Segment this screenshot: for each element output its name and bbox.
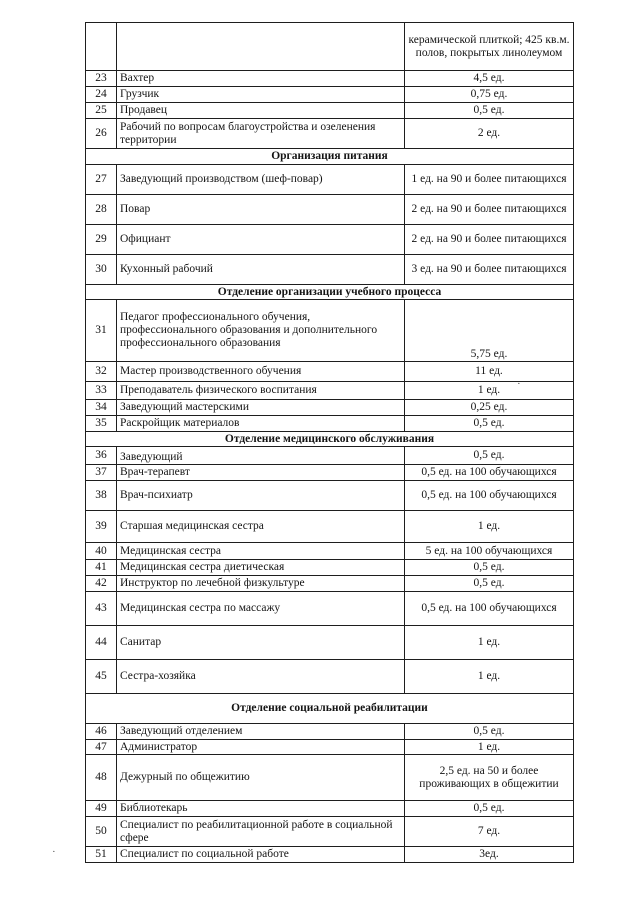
row-quantity: 5 ед. на 100 обучающихся: [405, 543, 574, 560]
row-number: 32: [86, 362, 117, 382]
table-row: [86, 362, 574, 382]
row-quantity: 0,5 ед.: [405, 560, 574, 576]
row-role: Дежурный по общежитию: [117, 755, 405, 801]
section-header-row: [86, 694, 574, 724]
row-role: Продавец: [117, 103, 405, 119]
row-role: Педагог профессионального обучения, профессионального образования и дополнительного профессионального образования: [117, 300, 405, 362]
table-row: [86, 71, 574, 87]
table-row: [86, 740, 574, 755]
table-row: [86, 165, 574, 195]
table-row: [86, 255, 574, 285]
row-role: Инструктор по лечебной физкультуре: [117, 576, 405, 592]
row-role: Библиотекарь: [117, 801, 405, 817]
row-number: 48: [86, 755, 117, 801]
row-number: 28: [86, 195, 117, 225]
row-role: Врач-психиатр: [117, 481, 405, 511]
table-row: [86, 400, 574, 416]
table-row: [86, 724, 574, 740]
section-title: Организация питания: [86, 149, 574, 165]
row-quantity: 1 ед. на 90 и более питающихся: [405, 165, 574, 195]
row-number: 46: [86, 724, 117, 740]
section-title: Отделение медицинского обслуживания: [86, 432, 574, 447]
row-role: Повар: [117, 195, 405, 225]
row-number: 36: [86, 447, 117, 465]
table-row: [86, 119, 574, 149]
table-row: [86, 481, 574, 511]
row-number: 23: [86, 71, 117, 87]
row-number: 35: [86, 416, 117, 432]
row-role: Врач-терапевт: [117, 465, 405, 481]
row-quantity: 0,5 ед. на 100 обучающихся: [405, 481, 574, 511]
row-quantity: 5,75 ед.: [405, 300, 574, 362]
row-number: 40: [86, 543, 117, 560]
row-role: Администратор: [117, 740, 405, 755]
table-row: [86, 592, 574, 626]
row-role: Раскройщик материалов: [117, 416, 405, 432]
table-row: [86, 195, 574, 225]
row-quantity: 4,5 ед.: [405, 71, 574, 87]
row-number: 34: [86, 400, 117, 416]
staffing-table: [85, 22, 574, 863]
table-row: [86, 755, 574, 801]
row-role: Вахтер: [117, 71, 405, 87]
row-quantity: 2,5 ед. на 50 и более проживающих в общежитии: [405, 755, 574, 801]
section-header-row: [86, 285, 574, 300]
scan-speck: ·: [517, 378, 521, 390]
section-header-row: [86, 432, 574, 447]
row-role: Кухонный рабочий: [117, 255, 405, 285]
row-role: Мастер производственного обучения: [117, 362, 405, 382]
row-number: 29: [86, 225, 117, 255]
row-number: 39: [86, 511, 117, 543]
table-row-continued: [86, 23, 574, 71]
row-quantity: 0,5 ед.: [405, 447, 574, 465]
row-number: 51: [86, 847, 117, 863]
row-quantity: 1 ед.: [405, 382, 574, 400]
row-number: 38: [86, 481, 117, 511]
table-row: [86, 447, 574, 465]
row-quantity: 0,25 ед.: [405, 400, 574, 416]
row-number: 47: [86, 740, 117, 755]
section-header-row: [86, 149, 574, 165]
row-quantity: 0,5 ед.: [405, 801, 574, 817]
row-number: 27: [86, 165, 117, 195]
row-role: Старшая медицинская сестра: [117, 511, 405, 543]
row-quantity: 3 ед. на 90 и более питающихся: [405, 255, 574, 285]
row-quantity: 2 ед. на 90 и более питающихся: [405, 195, 574, 225]
row-number: 50: [86, 817, 117, 847]
row-quantity: 0,5 ед. на 100 обучающихся: [405, 592, 574, 626]
row-number: 49: [86, 801, 117, 817]
table-row: [86, 511, 574, 543]
row-quantity: керамической плиткой; 425 кв.м. полов, покрытых линолеумом: [405, 23, 574, 71]
row-quantity: 7 ед.: [405, 817, 574, 847]
row-role: [117, 23, 405, 71]
row-number: 45: [86, 660, 117, 694]
row-role: Специалист по социальной работе: [117, 847, 405, 863]
table-row: [86, 103, 574, 119]
row-number: 43: [86, 592, 117, 626]
row-number: 26: [86, 119, 117, 149]
table-row: [86, 817, 574, 847]
row-number: 30: [86, 255, 117, 285]
row-quantity: 0,5 ед. на 100 обучающихся: [405, 465, 574, 481]
row-number: 42: [86, 576, 117, 592]
row-role: Медицинская сестра: [117, 543, 405, 560]
table-row: [86, 626, 574, 660]
table-row: [86, 660, 574, 694]
scan-speck: ·: [52, 846, 56, 858]
row-number: 33: [86, 382, 117, 400]
row-role: Медицинская сестра по массажу: [117, 592, 405, 626]
row-quantity: 0,5 ед.: [405, 724, 574, 740]
table-row: [86, 847, 574, 863]
table-row: [86, 560, 574, 576]
row-number: 31: [86, 300, 117, 362]
row-number: 24: [86, 87, 117, 103]
row-quantity: 2 ед.: [405, 119, 574, 149]
row-role: Заведующий производством (шеф-повар): [117, 165, 405, 195]
row-role: Заведующий: [117, 447, 405, 465]
table-row: [86, 416, 574, 432]
row-quantity: 0,5 ед.: [405, 103, 574, 119]
row-role: Заведующий мастерскими: [117, 400, 405, 416]
table-row: [86, 576, 574, 592]
row-role: Санитар: [117, 626, 405, 660]
row-role: Преподаватель физического воспитания: [117, 382, 405, 400]
row-quantity: 3ед.: [405, 847, 574, 863]
section-title: Отделение социальной реабилитации: [86, 694, 574, 724]
row-quantity: 0,5 ед.: [405, 576, 574, 592]
row-number: 44: [86, 626, 117, 660]
row-role: Грузчик: [117, 87, 405, 103]
table-row: [86, 465, 574, 481]
row-role: Специалист по реабилитационной работе в социальной сфере: [117, 817, 405, 847]
row-number: [86, 23, 117, 71]
table-row: [86, 382, 574, 400]
row-number: 41: [86, 560, 117, 576]
row-quantity: 1 ед.: [405, 626, 574, 660]
row-quantity: 0,75 ед.: [405, 87, 574, 103]
table-row: [86, 543, 574, 560]
table-row: [86, 300, 574, 362]
row-role: Рабочий по вопросам благоустройства и озеленения территории: [117, 119, 405, 149]
row-role: Сестра-хозяйка: [117, 660, 405, 694]
table-row: [86, 225, 574, 255]
row-quantity: 2 ед. на 90 и более питающихся: [405, 225, 574, 255]
section-title: Отделение организации учебного процесса: [86, 285, 574, 300]
row-quantity: 1 ед.: [405, 511, 574, 543]
row-role: Заведующий отделением: [117, 724, 405, 740]
row-quantity: 0,5 ед.: [405, 416, 574, 432]
row-quantity: 1 ед.: [405, 740, 574, 755]
table-row: [86, 801, 574, 817]
row-quantity: 1 ед.: [405, 660, 574, 694]
row-number: 25: [86, 103, 117, 119]
row-quantity: 11 ед.: [405, 362, 574, 382]
row-role: Официант: [117, 225, 405, 255]
table-row: [86, 87, 574, 103]
row-role: Медицинская сестра диетическая: [117, 560, 405, 576]
row-number: 37: [86, 465, 117, 481]
